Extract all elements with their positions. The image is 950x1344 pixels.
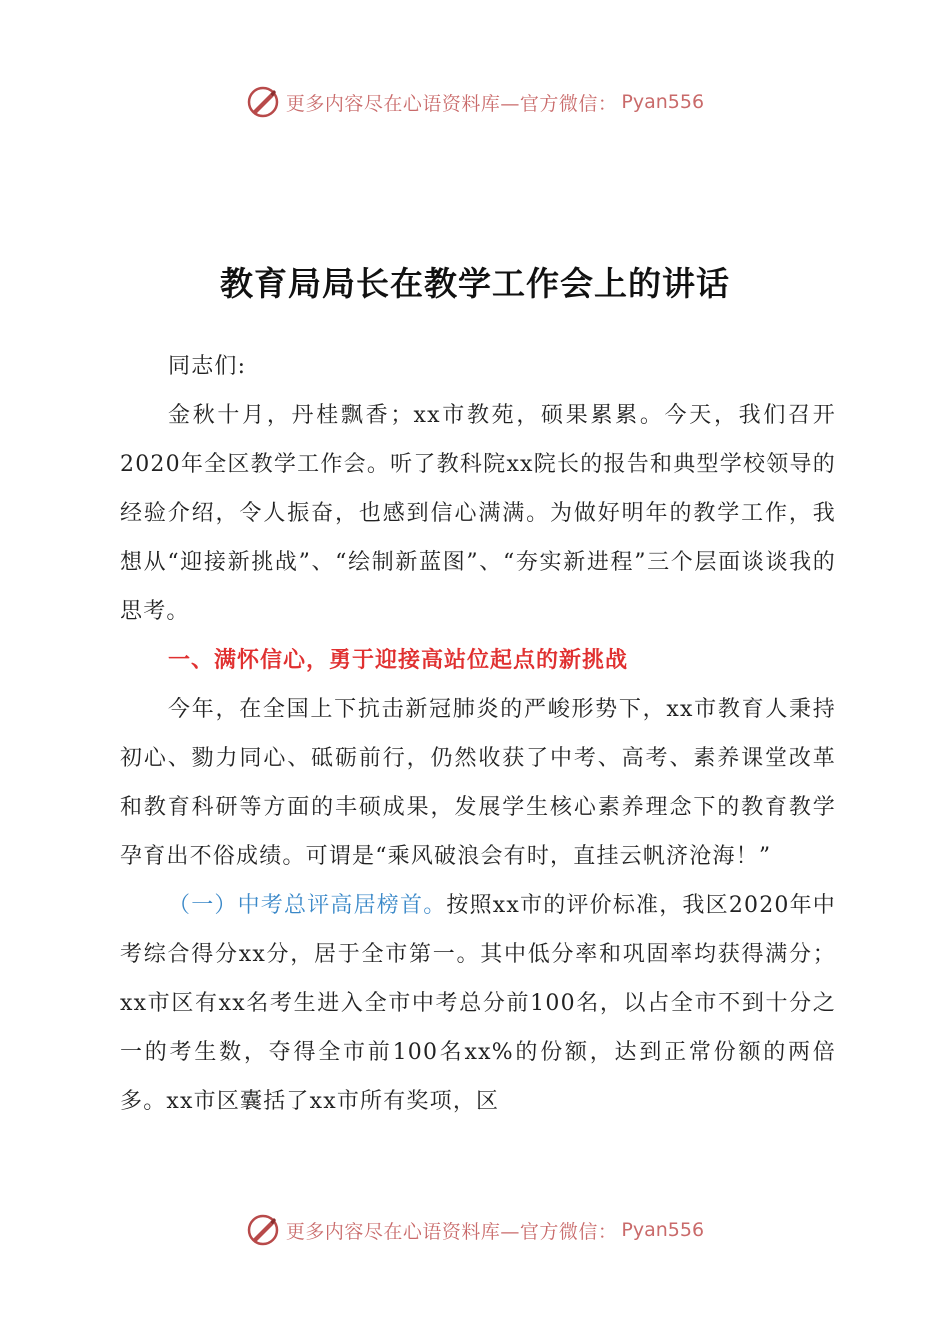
section-1-paragraph: 今年，在全国上下抗击新冠肺炎的严峻形势下，xx市教育人秉持初心、勠力同心、砥砺前行，仍然收获了中考、高考、素养课堂改革和教育科研等方面的丰硕成果，发展学生核心素养理念下的教育教学孕育出不俗成绩。可谓是“乘风破浪会有时，直挂云帆济沧海！”: [120, 697, 836, 869]
intro-paragraph: 金秋十月，丹桂飘香；xx市教苑，硕果累累。今天，我们召开2020年全区教学工作会。听了教科院xx院长的报告和典型学校领导的经验介绍，令人振奋，也感到信心满满。为做好明年的教学工作，我想从“迎接新挑战”、“绘制新蓝图”、“夯实新进程”三个层面谈谈我的思考。: [120, 403, 836, 624]
document-body: [120, 342, 836, 1126]
watermark-text: 更多内容尽在心语资料库—官方微信：: [285, 92, 618, 115]
subsection-1-paragraph: [120, 881, 836, 1126]
salutation: 同志们:: [168, 354, 247, 379]
subsection-1-heading: （一）中考总评高居榜首。: [168, 893, 447, 918]
watermark-banner-top: [0, 82, 950, 122]
pen-logo-icon: [246, 85, 280, 119]
watermark-text: 更多内容尽在心语资料库—官方微信：: [285, 1220, 618, 1243]
document-title: 教育局局长在教学工作会上的讲话: [220, 264, 730, 303]
section-1-heading: 一、满怀信心，勇于迎接高站位起点的新挑战: [168, 648, 629, 673]
subsection-1-body: 按照xx市的评价标准，我区2020年中考综合得分xx分，居于全市第一。其中低分率和巩固率均获得满分；xx市区有xx名考生进入全市中考总分前100名，以占全市不到十分之一的考生数，夺得全市前100名xx%的份额，达到正常份额的两倍多。xx市区囊括了xx市所有奖项，区: [120, 893, 837, 1114]
watermark-wechat-id: Pyan556: [621, 91, 705, 113]
watermark-wechat-id: Pyan556: [621, 1219, 705, 1241]
watermark-banner-bottom: [0, 1210, 950, 1250]
pen-logo-icon: [246, 1213, 280, 1247]
